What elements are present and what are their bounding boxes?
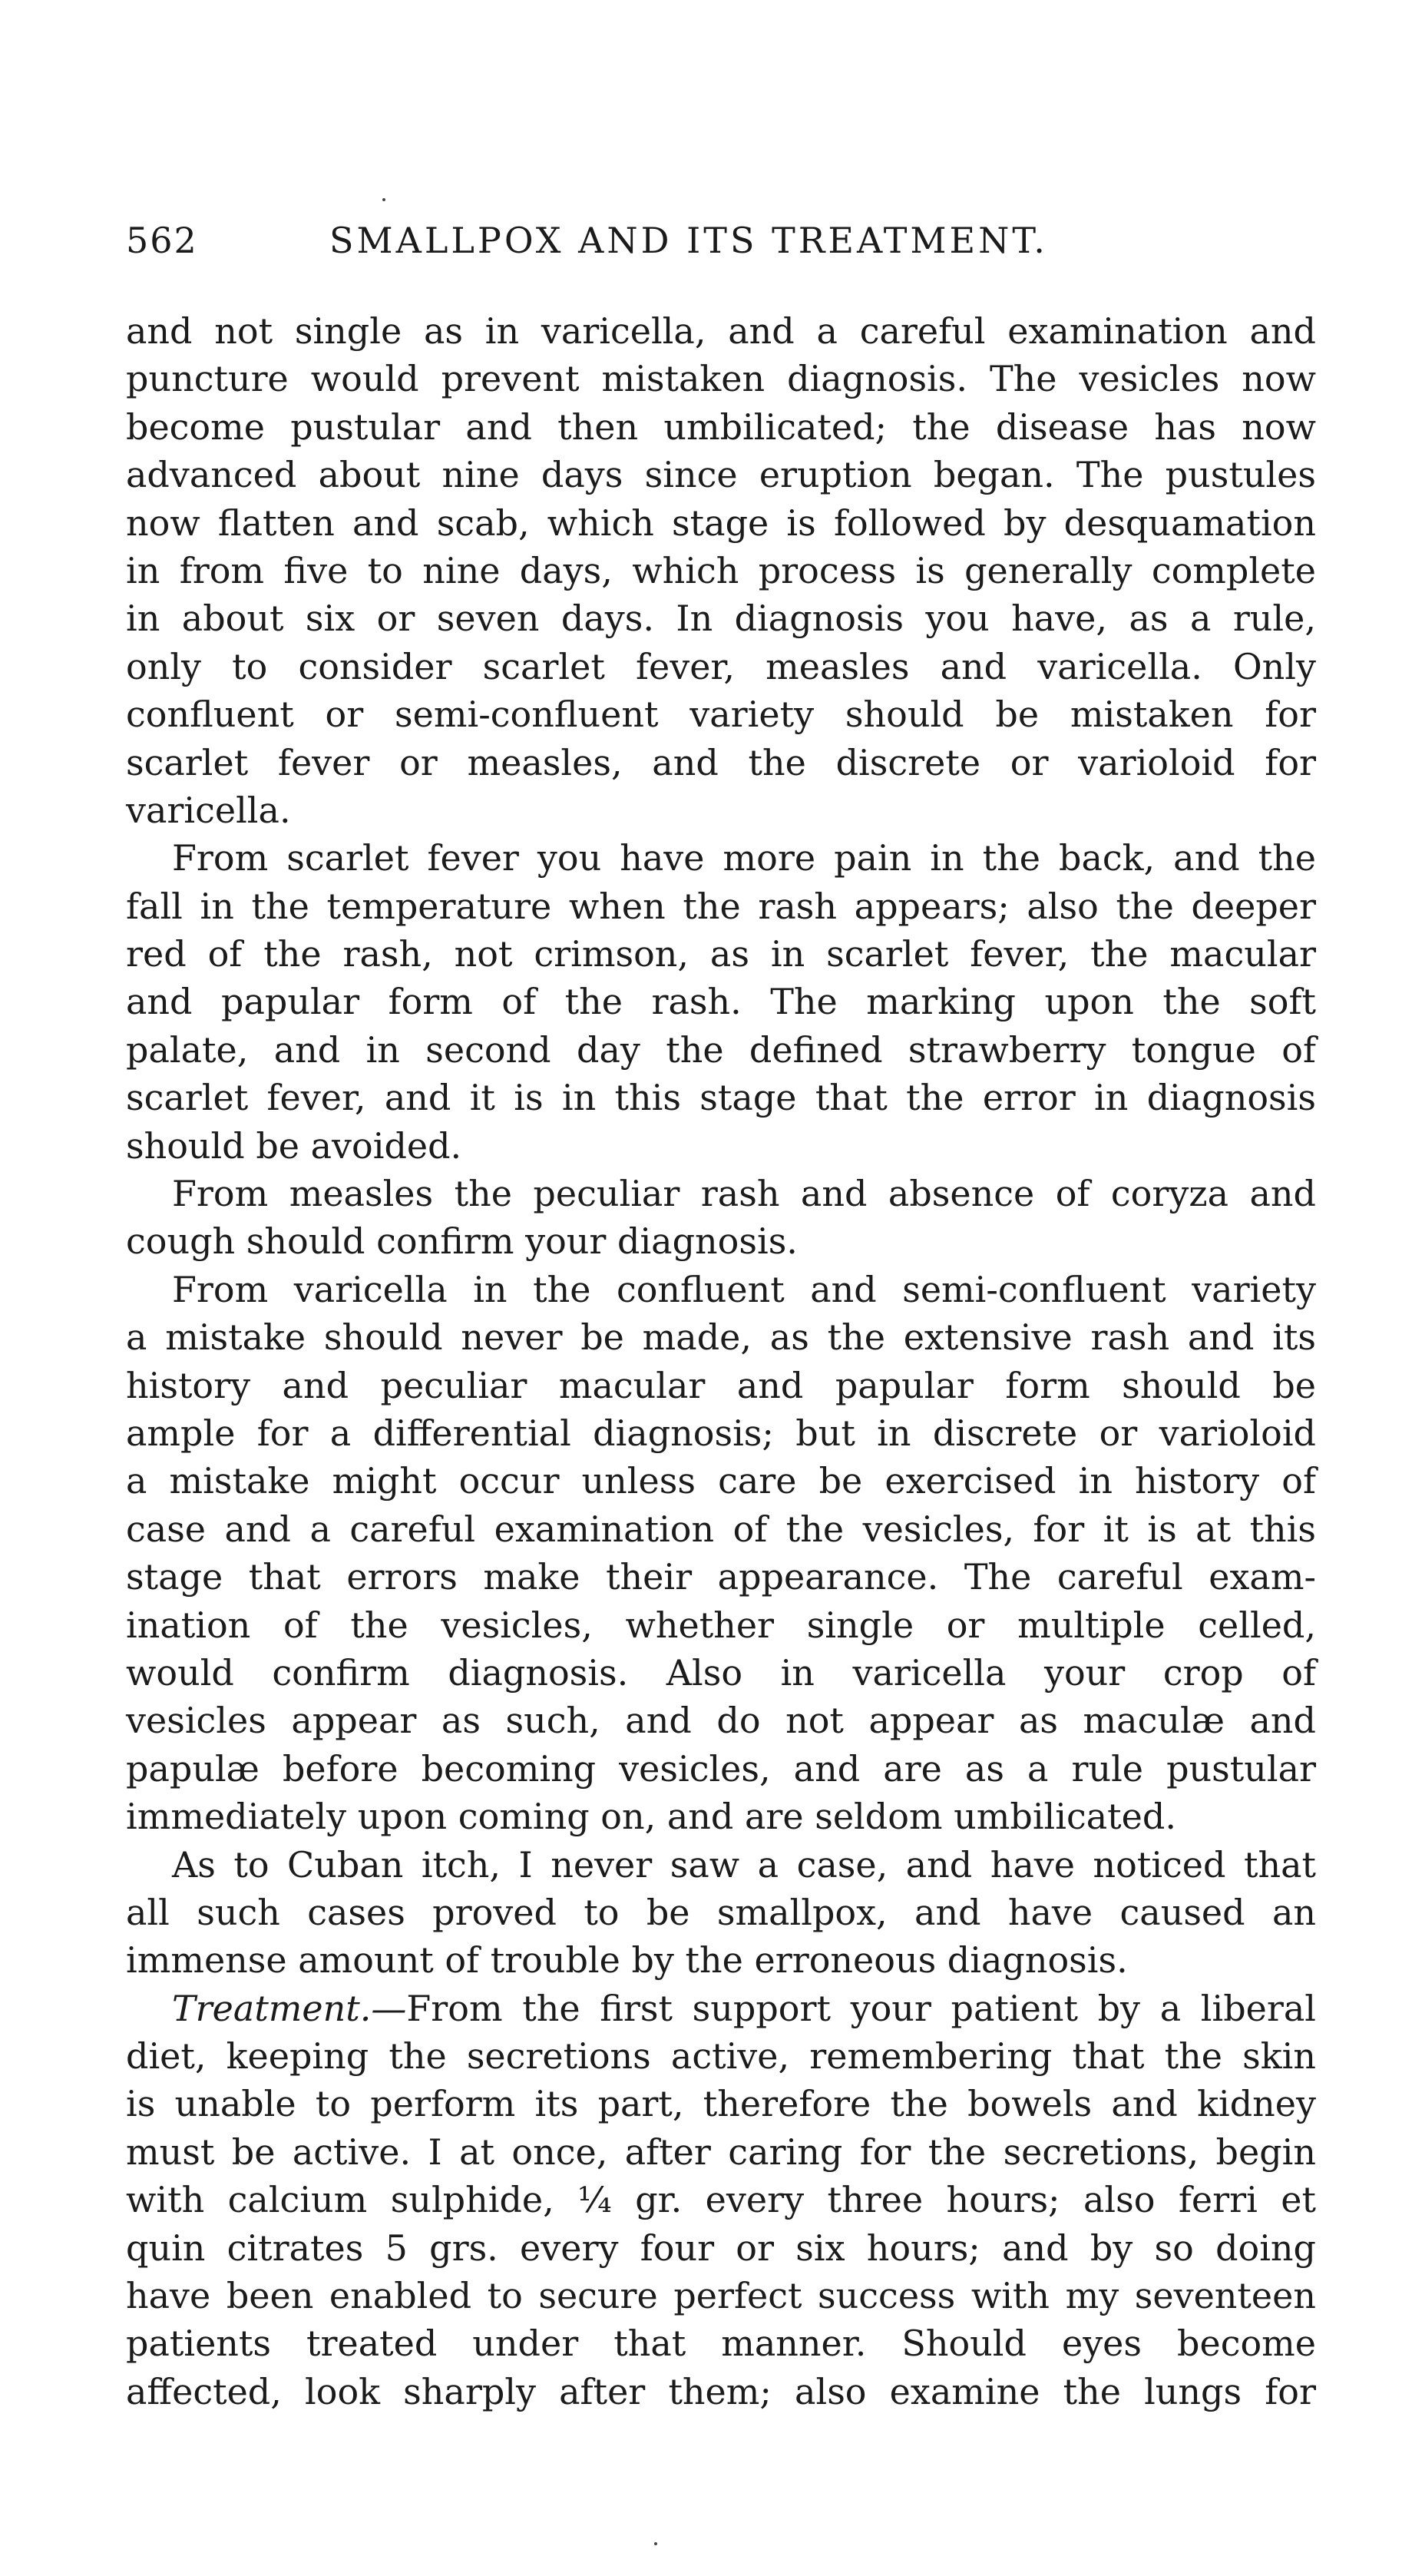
- text-line: advanced about nine days since eruption began. The pustules: [126, 454, 1316, 496]
- treatment-heading: Treatment.—: [172, 1987, 407, 2029]
- text-line: and papular form of the rash. The marking upon the soft: [126, 981, 1316, 1023]
- text-line-segment: From the first support your patient by a liberal: [406, 1987, 1316, 2029]
- text-line: diet, keeping the secretions active, remembering that the skin: [126, 2035, 1316, 2078]
- text-line: ination of the vesicles, whether single or multiple celled,: [126, 1604, 1316, 1646]
- text-line: papulæ before becoming vesicles, and are as a rule pustular: [126, 1747, 1316, 1790]
- text-line: must be active. I at once, after caring for the secretions, begin: [126, 2131, 1316, 2173]
- text-line: affected, look sharply after them; also examine the lungs for: [126, 2370, 1316, 2412]
- text-line: should be avoided.: [126, 1124, 462, 1167]
- text-line: all such cases proved to be smallpox, and have caused an: [126, 1891, 1316, 1933]
- text-line: confluent or semi-confluent variety should be mistaken for: [126, 694, 1316, 736]
- text-line: have been enabled to secure perfect success with my seventeen: [126, 2275, 1316, 2317]
- text-line: in about six or seven days. In diagnosis you have, as a rule,: [126, 598, 1316, 640]
- text-line: palate, and in second day the defined strawberry tongue of: [126, 1028, 1316, 1071]
- text-line: fall in the temperature when the rash appears; also the deeper: [126, 885, 1316, 927]
- text-line: quin citrates 5 grs. every four or six hours; and by so doing: [126, 2227, 1316, 2269]
- text-line: From scarlet fever you have more pain in the back, and the: [172, 837, 1316, 879]
- text-line: and not single as in varicella, and a careful examination and: [126, 310, 1316, 352]
- page-number: 562: [126, 220, 198, 261]
- text-line: immense amount of trouble by the erroneous diagnosis.: [126, 1939, 1128, 1982]
- print-speck: [382, 198, 385, 201]
- treatment-paragraph-first-line: [126, 1985, 1316, 2032]
- text-line: a mistake should never be made, as the extensive rash and its: [126, 1316, 1316, 1359]
- text-line: only to consider scarlet fever, measles and varicella. Only: [126, 645, 1316, 687]
- text-line: stage that errors make their appearance. The careful exam-: [126, 1556, 1316, 1598]
- text-line: case and a careful examination of the vesicles, for it is at this: [126, 1508, 1316, 1550]
- text-line: immediately upon coming on, and are seldom umbilicated.: [126, 1796, 1176, 1838]
- text-line: red of the rash, not crimson, as in scarlet fever, the macular: [126, 933, 1316, 975]
- text-line: history and peculiar macular and papular form should be: [126, 1364, 1316, 1406]
- text-line: scarlet fever, and it is in this stage that the error in diagnosis: [126, 1077, 1316, 1119]
- text-line: From varicella in the confluent and semi-confluent variety: [172, 1268, 1316, 1310]
- text-line: with calcium sulphide, ¼ gr. every three hours; also ferri et: [126, 2179, 1316, 2221]
- text-line: ample for a differential diagnosis; but in discrete or varioloid: [126, 1412, 1316, 1454]
- page-header: [126, 220, 1316, 270]
- text-line: in from five to nine days, which process is generally complete: [126, 549, 1316, 591]
- body-text: [126, 307, 1316, 2415]
- text-line: would confirm diagnosis. Also in varicella your crop of: [126, 1651, 1316, 1694]
- text-line: puncture would prevent mistaken diagnosis. The vesicles now: [126, 358, 1316, 400]
- text-line: As to Cuban itch, I never saw a case, and have noticed that: [172, 1843, 1316, 1886]
- text-line: is unable to perform its part, therefore the bowels and kidney: [126, 2083, 1316, 2125]
- text-line: patients treated under that manner. Should eyes become: [126, 2323, 1316, 2365]
- text-line: become pustular and then umbilicated; the disease has now: [126, 406, 1316, 448]
- text-line: scarlet fever or measles, and the discrete or varioloid for: [126, 741, 1316, 783]
- text-line: vesicles appear as such, and do not appear as maculæ and: [126, 1700, 1316, 1742]
- text-line: From measles the peculiar rash and absence of coryza and: [172, 1173, 1316, 1215]
- print-speck: [654, 2542, 657, 2545]
- text-line: cough should confirm your diagnosis.: [126, 1220, 798, 1263]
- text-line: a mistake might occur unless care be exercised in history of: [126, 1460, 1316, 1502]
- text-line: now flatten and scab, which stage is followed by desquamation: [126, 502, 1316, 544]
- text-line: varicella.: [126, 789, 291, 831]
- running-head: SMALLPOX AND ITS TREATMENT.: [329, 220, 1048, 261]
